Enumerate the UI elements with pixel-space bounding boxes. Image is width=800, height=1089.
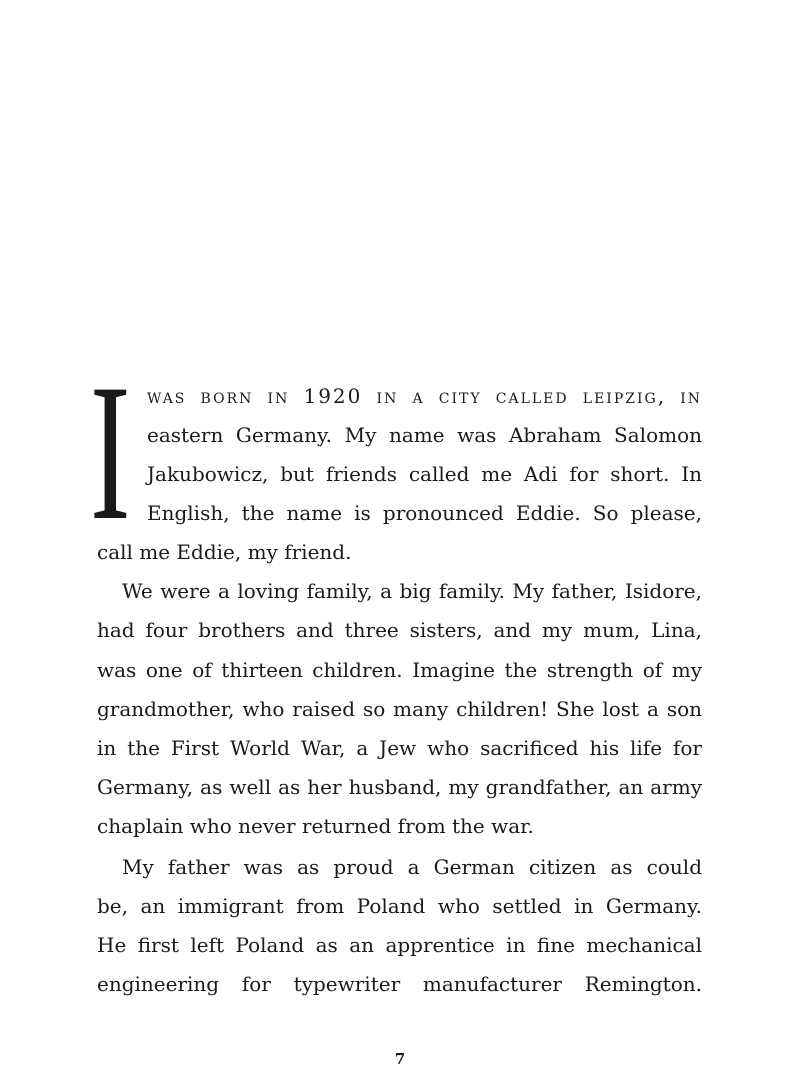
- body-line: He first left Poland as an apprentice in fine mechanical: [97, 933, 702, 957]
- body-line: in the First World War, a Jew who sacrificed his life for: [97, 736, 702, 760]
- body-line: We were a loving family, a big family. My father, Isidore,: [122, 579, 702, 603]
- body-line: was one of thirteen children. Imagine the strength of my: [97, 658, 702, 682]
- body-line: eastern Germany. My name was Abraham Salomon: [147, 423, 702, 447]
- drop-cap: I: [90, 344, 131, 561]
- body-line: Germany, as well as her husband, my grandfather, an army: [97, 775, 702, 799]
- body-line: chaplain who never returned from the war.: [97, 814, 534, 838]
- body-line: Jakubowicz, but friends called me Adi for short. In: [147, 462, 702, 486]
- body-line: engineering for typewriter manufacturer Remington.: [97, 972, 702, 996]
- body-line: grandmother, who raised so many children! She lost a son: [97, 697, 702, 721]
- body-line: English, the name is pronounced Eddie. So please,: [147, 501, 702, 525]
- lead-in-line: was born in 1920 in a city called leipzig, in: [147, 384, 702, 408]
- body-line: be, an immigrant from Poland who settled in Germany.: [97, 894, 702, 918]
- body-line: My father was as proud a German citizen as could: [122, 855, 702, 879]
- page-number: 7: [394, 1050, 406, 1068]
- body-line: had four brothers and three sisters, and my mum, Lina,: [97, 618, 702, 642]
- body-line: call me Eddie, my friend.: [97, 540, 352, 564]
